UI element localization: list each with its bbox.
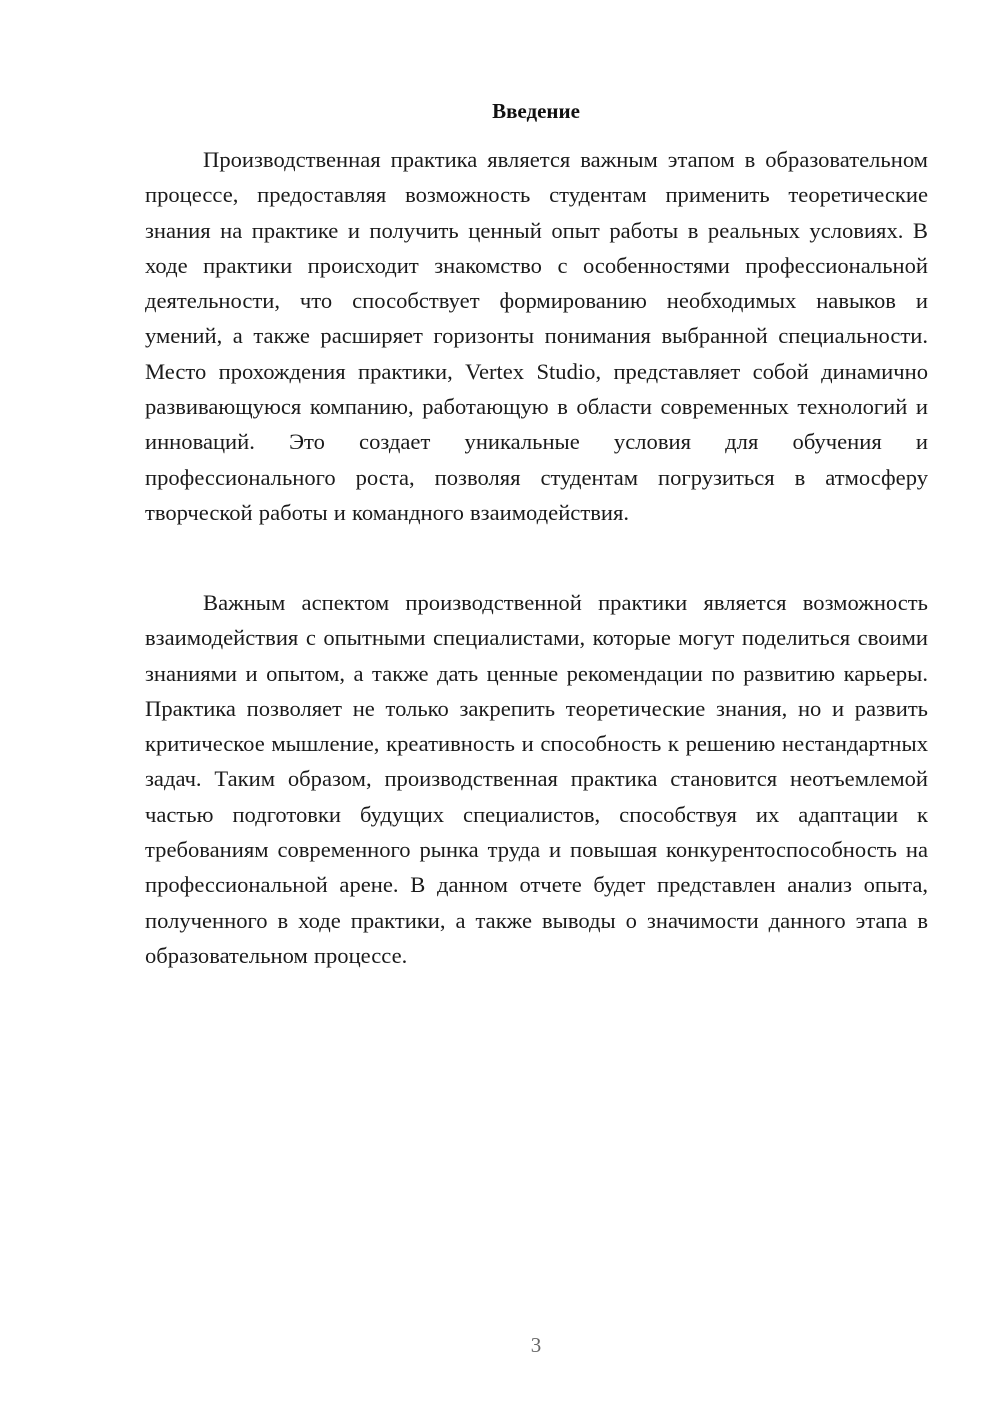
paragraph-intro: Производственная практика является важным этапом в образовательном процессе, предоставляя возможность студентам применить теоретические знания на практике и получить ценный опыт работы в реальных условиях. В ходе практики происходит знакомство с особенностями профессиональной деятельности, что способствует формированию необходимых навыков и умений, а также расширяет горизонты понимания выбранной специальности. Место прохождения практики, Vertex Studio, представляет собой динамично развивающуюся компанию, работающую в области современных технологий и инноваций. Это создает уникальные условия для обучения и профессионального роста, позволяя студентам погрузиться в атмосферу творческой работы и командного взаимодействия. [145, 147, 928, 525]
page-number: 3 [530, 1333, 542, 1357]
paragraph-aspects: Важным аспектом производственной практики является возможность взаимодействия с опытными специалистами, которые могут поделиться своими знаниями и опытом, а также дать ценные рекомендации по развитию карьеры. Практика позволяет не только закрепить теоретические знания, но и развить критическое мышление, креативность и способность к решению нестандартных задач. Таким образом, производственная практика становится неотъемлемой частью подготовки будущих специалистов, способствуя их адаптации к требованиям современного рынка труда и повышая конкурентоспособность на профессиональной арене. В данном отчете будет представлен анализ опыта, полученного в ходе практики, а также выводы о значимости данного этапа в образовательном процессе. [145, 590, 928, 968]
section-title: Введение [492, 99, 580, 123]
